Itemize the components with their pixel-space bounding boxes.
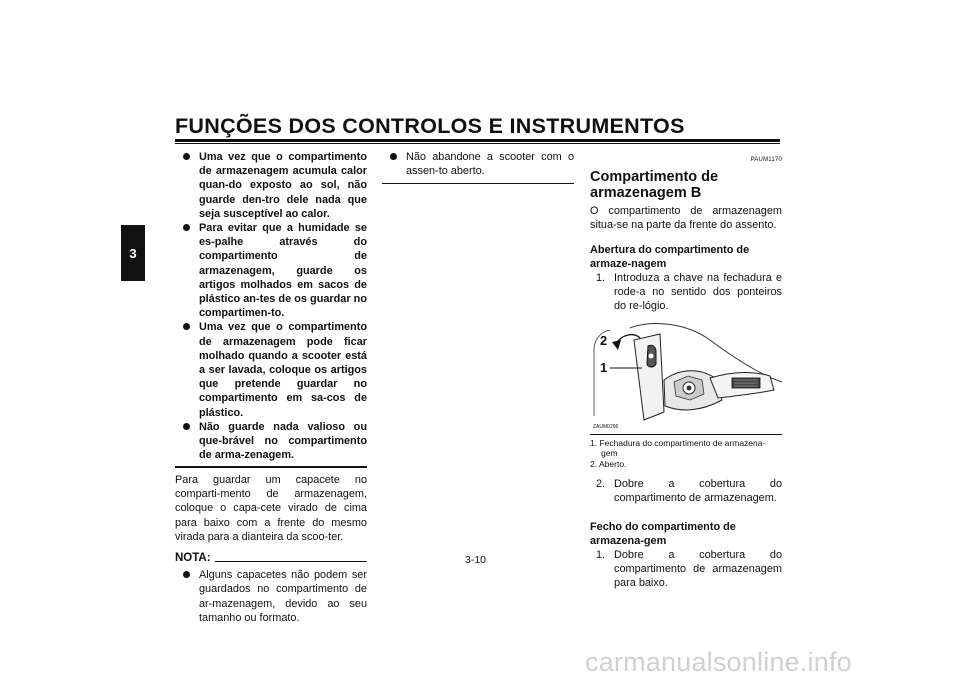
figure-rule [590,434,782,435]
caption-item: 2. Aberto. [590,458,627,469]
column-1 [175,150,367,625]
section-code: PAUM1170 [750,157,782,163]
warning-item: Uma vez que o compartimento de armazenagem acumula calor quan-do exposto ao sol, não guarde den-tro dele nada que seja susceptível ao calor. [175,150,367,221]
bullet-icon [183,153,190,160]
scooter-seat-illustration [590,320,782,432]
close-heading: Fecho do compartimento de armazena-gem [590,520,736,547]
nota-item: Alguns capacetes não podem ser guardados no compartimento de ar-mazenagem, devido ao seu tamanho ou formato. [175,568,367,625]
note-end-rule [382,183,574,184]
caption-item-cont: gem [601,448,618,459]
page-number: 3-10 [465,554,487,566]
watermark: carmanualsonline.info [585,647,852,677]
figure-label-1: 1 [600,359,608,375]
figure-captions [590,438,782,470]
intro-paragraph: O compartimento de armazenagem situa-se na parte da frente do assento. [590,205,782,232]
warning-item: Para evitar que a humidade se es-palhe através do compartimento de armazenagem, guarde os artigos molhados em sacos de plástico an-tes de os guardar no compartimen-to. [175,221,367,320]
column-3 [590,150,782,591]
section-tab: 3 [121,225,145,281]
nota-header [175,551,367,565]
section-heading: Compartimento de armazenagem B [590,169,719,202]
warning-end-rule [175,466,367,468]
bullet-icon [183,571,190,578]
figure-storage-lock [590,320,782,432]
figure-code: ZAUM0296 [593,423,619,430]
bullet-icon [183,224,190,231]
column-2 [382,150,574,188]
step-item: 1. Introduza a chave na fechadura e rode-a no sentido dos ponteiros do re-lógio. [596,272,782,313]
bullet-icon [183,423,190,430]
open-heading: Abertura do compartimento de armaze-nagem [590,243,750,270]
warning-item: Uma vez que o compartimento de armazenagem pode ficar molhado quando a scooter está a ser lavada, coloque os artigos que pretende guardar no compartimento em sa-cos de plástico. [175,320,367,419]
bullet-icon [390,153,397,160]
bullet-icon [183,323,190,330]
note-item: Não abandone a scooter com o assen-to aberto. [382,150,574,178]
warning-list [175,150,367,462]
page-title: FUNÇÕES DOS CONTROLOS E INSTRUMENTOS [175,114,685,138]
step-item: 2. Dobre a cobertura do compartimento de armazenagem. [596,478,782,505]
caption-item: 1. Fechadura do compartimento de armazena- [590,437,766,448]
figure-label-2: 2 [600,332,608,348]
nota-label: NOTA: [175,551,211,564]
helmet-paragraph: Para guardar um capacete no comparti-mento de armazenagem, coloque o capa-cete virado de cima para baixo com a frente do mesmo virada para a dianteira da scoo-ter. [175,473,367,543]
header-rule-thin [175,143,780,144]
step-item: 1. Dobre a cobertura do compartimento de armazenagem para baixo. [596,548,782,590]
header-rule [175,139,780,142]
warning-item: Não guarde nada valioso ou que-brável no compartimento de arma-zenagem. [175,420,367,463]
